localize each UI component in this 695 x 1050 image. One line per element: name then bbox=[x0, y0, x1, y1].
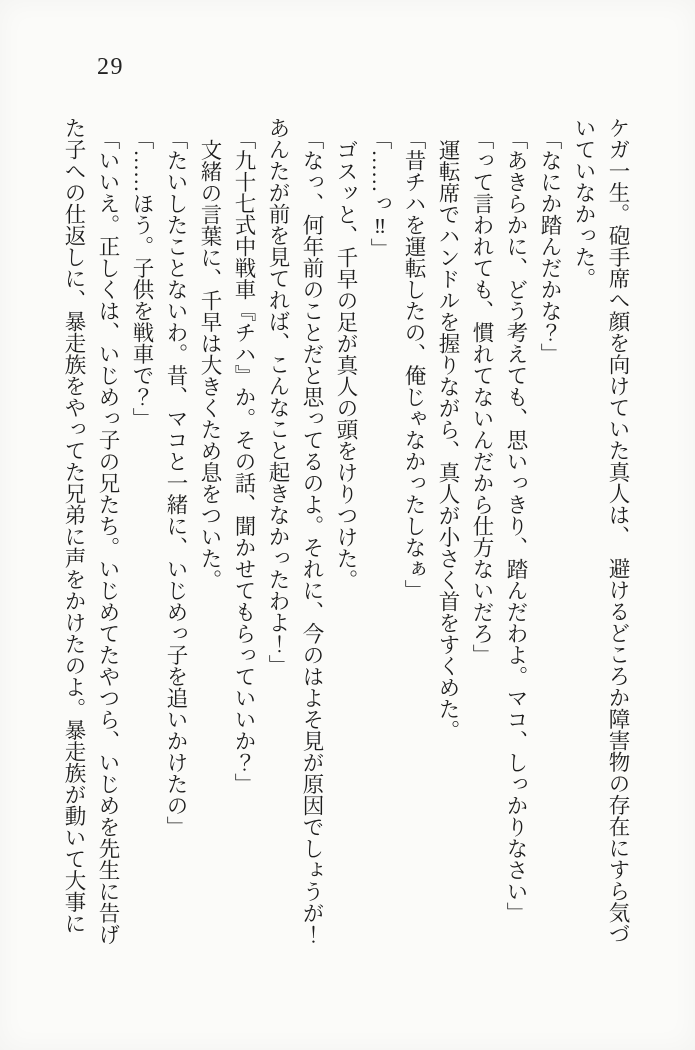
text-line: 運転席でハンドルを握りながら、真人が小さく首をすくめた。 bbox=[436, 138, 460, 741]
text-line: 「いいえ。正しくは、いじめっ子の兄たち。いじめてたやつら、いじめを先生に告げ bbox=[96, 128, 120, 946]
text-line: いていなかった。 bbox=[572, 117, 596, 289]
text-line: 「あきらかに、どう考えても、思いっきり、踏んだわよ。マコ、しっかりなさい」 bbox=[504, 128, 528, 924]
text-line: 「九十七式中戦車『チハ』か。その話、聞かせてもらっていいか？」 bbox=[232, 128, 256, 795]
page-number: 29 bbox=[97, 54, 124, 80]
text-line: 「たいしたことないわ。昔、マコと一緒に、いじめっ子を追いかけたの」 bbox=[164, 128, 188, 838]
text-line: 「……っ‼」 bbox=[368, 128, 392, 260]
text-line: 「なにか踏んだかな？」 bbox=[538, 128, 562, 365]
text-line: 「なっ、何年前のことだと思ってるのよ。それに、今のはよそ見が原因でしょうが！ bbox=[300, 128, 324, 946]
text-line: あんたが前を見てれば、こんなこと起きなかったわよ！」 bbox=[266, 117, 290, 676]
text-line: 「……ほう。子供を戦車で？」 bbox=[130, 128, 154, 430]
text-line: ケガ一生。砲手席へ顔を向けていた真人は、 避けるどころか障害物の存在にすら気づ bbox=[606, 117, 630, 945]
text-line: た子への仕返しに、暴走族をやってた兄弟に声をかけたのよ。暴走族が動いて大事に bbox=[62, 117, 86, 934]
text-line: 「って言われても、慣れてないんだから仕方ないだろ」 bbox=[470, 128, 494, 666]
text-line: 文緒の言葉に、千早は大きくため息をついた。 bbox=[198, 138, 222, 590]
text-line: 「昔チハを運転したの、俺じゃなかったしなぁ」 bbox=[402, 128, 426, 602]
text-line: ゴスッと、千早の足が真人の頭をけりつけた。 bbox=[334, 138, 358, 590]
novel-text-block bbox=[57, 117, 635, 969]
